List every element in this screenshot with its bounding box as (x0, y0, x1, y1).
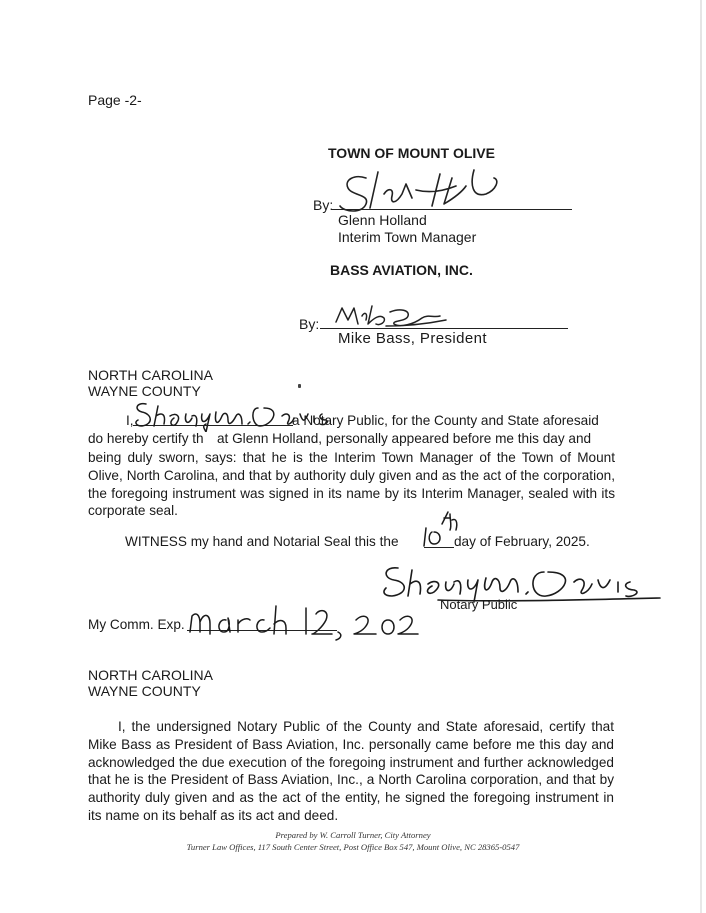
notary2-body: I, the undersigned Notary Public of the County and State aforesaid, certify that Mike Bass as President of Bass Aviation, Inc. personally came before me this day and acknowledged the due execution of the foregoing instrument and further acknowledged that he is the President of Bass Aviation, Inc., a North Carolina corporation, and that by authority duly given and as the act of the entity, he signed the foregoing instrument in its name on its behalf as its act and deed. (88, 719, 614, 823)
town-signature-line (332, 209, 572, 210)
notary1-witness-a: WITNESS my hand and Notarial Seal this the (125, 534, 399, 549)
expiration-handwriting (186, 604, 422, 642)
company-signature-line (320, 328, 568, 329)
davis-signature-notary (378, 560, 668, 604)
town-signer-title: Interim Town Manager (338, 229, 477, 245)
footer-address: Turner Law Offices, 117 South Center Street, Post Office Box 547, Mount Olive, NC 28365-0547 (186, 842, 520, 852)
notary1-body: being duly sworn, says: that he is the Interim Town Manager of the Town of Mount Olive, North Carolina, and that by authority duly given and as the act of the corporation, the foregoing instrument was signed in its name by its Interim Manager, sealed with its corporate seal. (88, 450, 615, 519)
stray-mark (298, 384, 301, 388)
company-heading: BASS AVIATION, INC. (330, 262, 473, 278)
notary1-line2-a: do hereby certify th (88, 431, 204, 446)
town-signer-name: Glenn Holland (338, 212, 427, 228)
notary1-name-line (133, 425, 293, 426)
notary1-line1-lead: I, (126, 413, 134, 428)
notary1-county: WAYNE COUNTY (88, 383, 201, 399)
notary-public-label: Notary Public (440, 597, 518, 612)
scan-edge (700, 0, 702, 913)
notary2-county: WAYNE COUNTY (88, 683, 201, 699)
company-signer-name-title: Mike Bass, President (338, 330, 487, 347)
company-by-label: By: (299, 316, 320, 332)
comm-exp-label: My Comm. Exp. (88, 617, 185, 632)
footer-prepared-by: Prepared by W. Carroll Turner, City Attorney (275, 830, 431, 840)
notary1-witness-b: day of February, 2025. (454, 534, 590, 549)
notary1-line1-rest: a Notary Public, for the County and State aforesaid (292, 413, 599, 428)
page-number: Page -2- (88, 92, 142, 108)
comm-exp-line (187, 630, 337, 631)
notary1-day-line (424, 547, 454, 548)
notary2-state: NORTH CAROLINA (88, 667, 213, 683)
town-by-label: By: (313, 197, 334, 213)
notary1-state: NORTH CAROLINA (88, 367, 213, 383)
town-heading: TOWN OF MOUNT OLIVE (328, 145, 495, 161)
notary1-line2-b: at Glenn Holland, personally appeared before me this day and (217, 431, 592, 446)
